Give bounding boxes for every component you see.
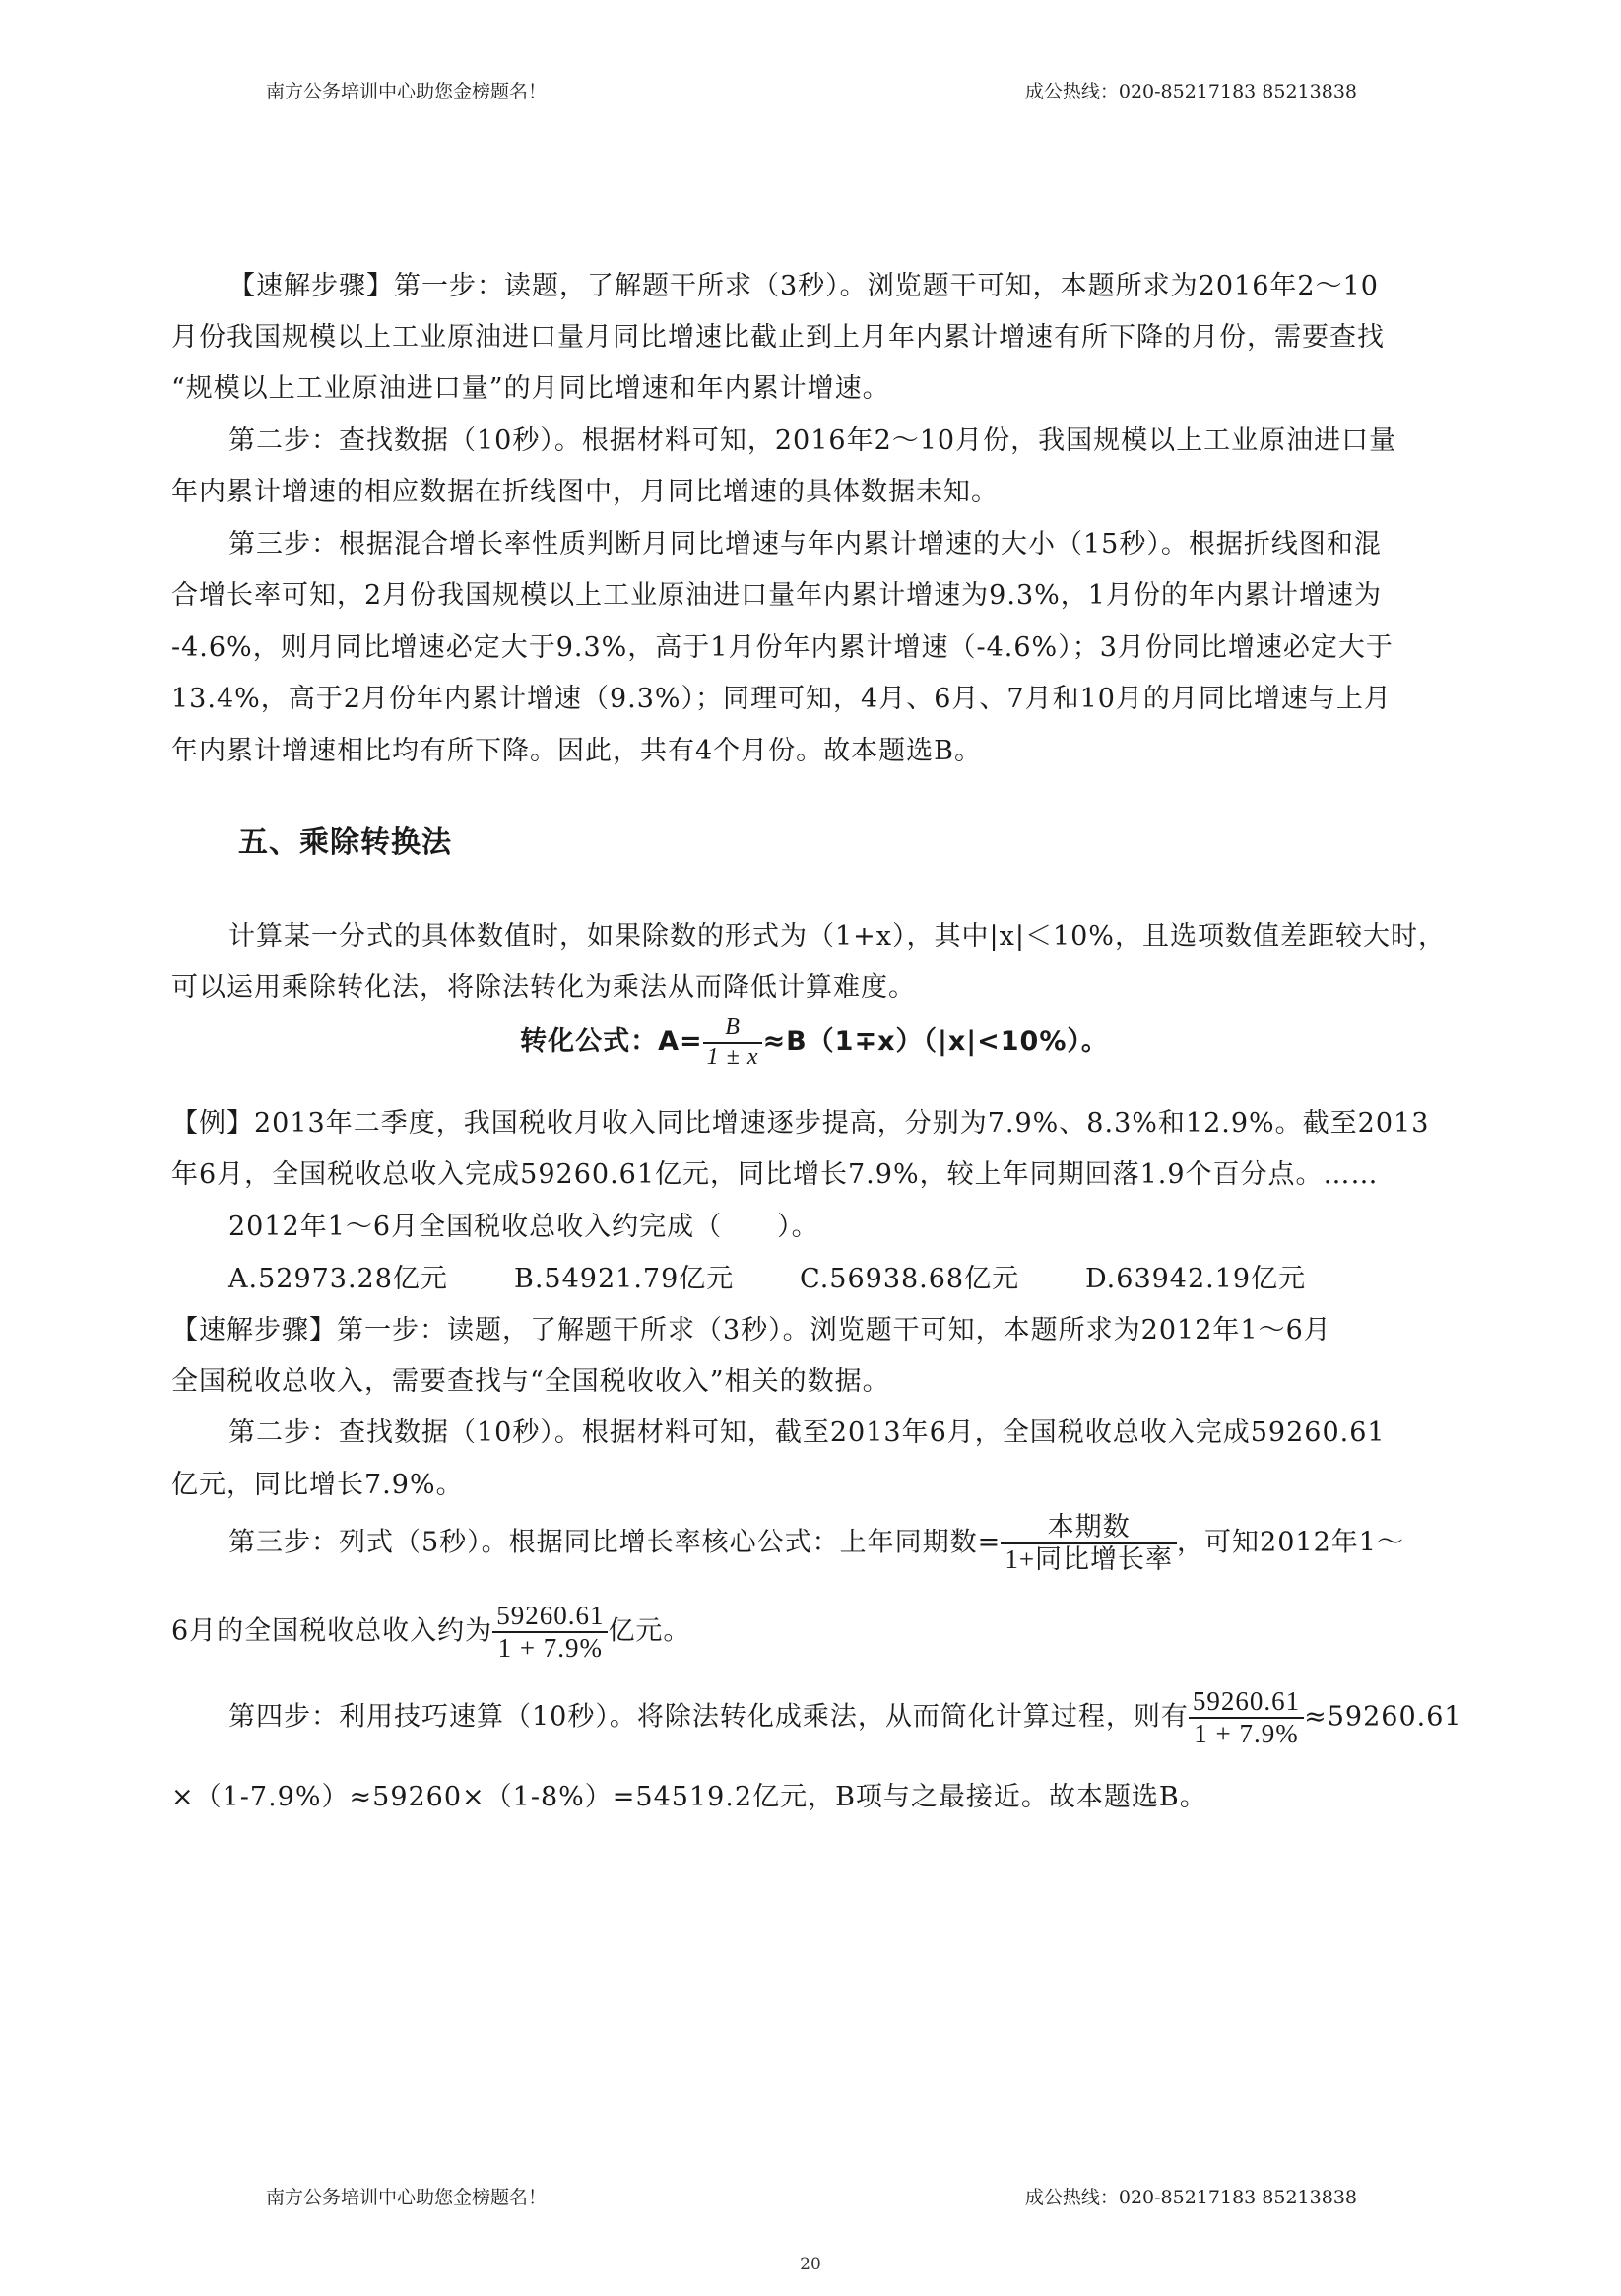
conversion-formula (171, 1015, 1458, 1071)
step4-fraction (1189, 1686, 1304, 1749)
option-d: D.63942.19亿元 (1085, 1264, 1307, 1294)
section-paragraph-line-2: 可以运用乘除转化法，将除法转化为乘法从而降低计算难度。 (171, 972, 916, 1003)
block1-line-6: 第三步：根据混合增长率性质判断月同比增速与年内累计增速的大小（15秒）。根据折线图和混 (228, 529, 1382, 559)
step3-cont-fraction (492, 1601, 608, 1664)
step3-cont-numerator: 59260.61 (492, 1601, 608, 1633)
block1-line-9: 13.4%，高于2月份年内累计增速（9.3%）；同理可知，4月、6月、7月和10月的月同比增速与上月 (171, 684, 1392, 714)
solution-step4 (228, 1686, 1462, 1749)
section-title: 五、乘除转换法 (238, 825, 452, 860)
formula-denominator: 1 ± x (706, 1043, 759, 1070)
block1-line-10: 年内累计增速相比均有所下降。因此，共有4个月份。故本题选B。 (171, 736, 983, 766)
step4-text-a: 第四步：利用技巧速算（10秒）。将除法转化成乘法，从而简化计算过程，则有 (228, 1701, 1189, 1733)
step3-cont-text-a: 6月的全国税收总收入约为 (171, 1615, 493, 1647)
step3-denominator: 1+同比增长率 (1005, 1544, 1174, 1575)
block1-line-1: 【速解步骤】第一步：读题，了解题干所求（3秒）。浏览题干可知，本题所求为2016年2～10 (228, 271, 1379, 301)
option-a: A.52973.28亿元 (228, 1264, 448, 1294)
step3-numerator: 本期数 (1001, 1512, 1177, 1544)
footer-hotline: 成公热线：020-85217183 85213838 (1024, 2187, 1357, 2208)
step4-numerator: 59260.61 (1189, 1686, 1304, 1719)
option-b: B.54921.79亿元 (514, 1264, 735, 1294)
block1-line-3: “规模以上工业原油进口量”的月同比增速和年内累计增速。 (171, 373, 890, 404)
solution-line-1: 【速解步骤】第一步：读题，了解题干所求（3秒）。浏览题干可知，本题所求为2012年1～6月 (171, 1315, 1331, 1345)
solution-step3 (228, 1512, 1404, 1575)
solution-line-3: 第二步：查找数据（10秒）。根据材料可知，截至2013年6月，全国税收总收入完成59260.61 (228, 1417, 1386, 1448)
formula-fraction (703, 1015, 763, 1071)
step3-text-a: 第三步：列式（5秒）。根据同比增长率核心公式：上年同期数= (228, 1527, 1002, 1558)
block1-line-4: 第二步：查找数据（10秒）。根据材料可知，2016年2～10月份，我国规模以上工业原油进口量 (228, 426, 1397, 456)
step3-text-b: ，可知2012年1～ (1177, 1527, 1404, 1558)
option-c: C.56938.68亿元 (800, 1264, 1020, 1294)
section-paragraph-line-1: 计算某一分式的具体数值时，如果除数的形式为（1+x），其中|x|＜10%，且选项数值差距较大时， (228, 921, 1446, 951)
page-number: 20 (800, 2255, 821, 2274)
step4-text-b: ≈59260.61 (1304, 1701, 1462, 1733)
formula-label: 转化公式：A= (520, 1026, 703, 1058)
solution-line-2: 全国税收总收入，需要查找与“全国税收收入”相关的数据。 (171, 1366, 890, 1397)
header-hotline: 成公热线：020-85217183 85213838 (1024, 81, 1357, 102)
example-line-2: 年6月，全国税收总收入完成59260.61亿元，同比增长7.9%，较上年同期回落1.9个百分点。…… (171, 1159, 1379, 1190)
step3-cont-denominator: 1 + 7.9% (497, 1633, 604, 1664)
block1-line-2: 月份我国规模以上工业原油进口量月同比增速比截止到上月年内累计增速有所下降的月份，需要查找 (171, 322, 1385, 353)
footer-slogan: 南方公务培训中心助您金榜题名！ (266, 2187, 548, 2208)
step4-denominator: 1 + 7.9% (1194, 1719, 1299, 1749)
formula-rest: ≈B（1∓x）（|x|<10%）。 (762, 1026, 1109, 1058)
block1-line-7: 合增长率可知，2月份我国规模以上工业原油进口量年内累计增速为9.3%，1月份的年内累计增速为 (171, 580, 1382, 611)
step3-cont-text-b: 亿元。 (608, 1615, 691, 1647)
block1-line-5: 年内累计增速的相应数据在折线图中，月同比增速的具体数据未知。 (171, 477, 999, 507)
solution-line-4: 亿元，同比增长7.9%。 (171, 1470, 464, 1500)
header-slogan: 南方公务培训中心助您金榜题名！ (266, 81, 548, 102)
solution-step3-cont (171, 1601, 690, 1664)
formula-numerator: B (703, 1015, 763, 1044)
step3-fraction (1001, 1512, 1177, 1575)
solution-step4-cont: ×（1-7.9%）≈59260×（1-8%）=54519.2亿元，B项与之最接近。故本题选B。 (171, 1782, 1207, 1812)
example-question: 2012年1～6月全国税收总收入约完成（ ）。 (228, 1212, 819, 1242)
block1-line-8: -4.6%，则月同比增速必定大于9.3%，高于1月份年内累计增速（-4.6%）；3月份同比增速必定大于 (171, 632, 1394, 663)
example-line-1: 【例】2013年二季度，我国税收月收入同比增速逐步提高，分别为7.9%、8.3%和12.9%。截至2013 (171, 1108, 1430, 1139)
